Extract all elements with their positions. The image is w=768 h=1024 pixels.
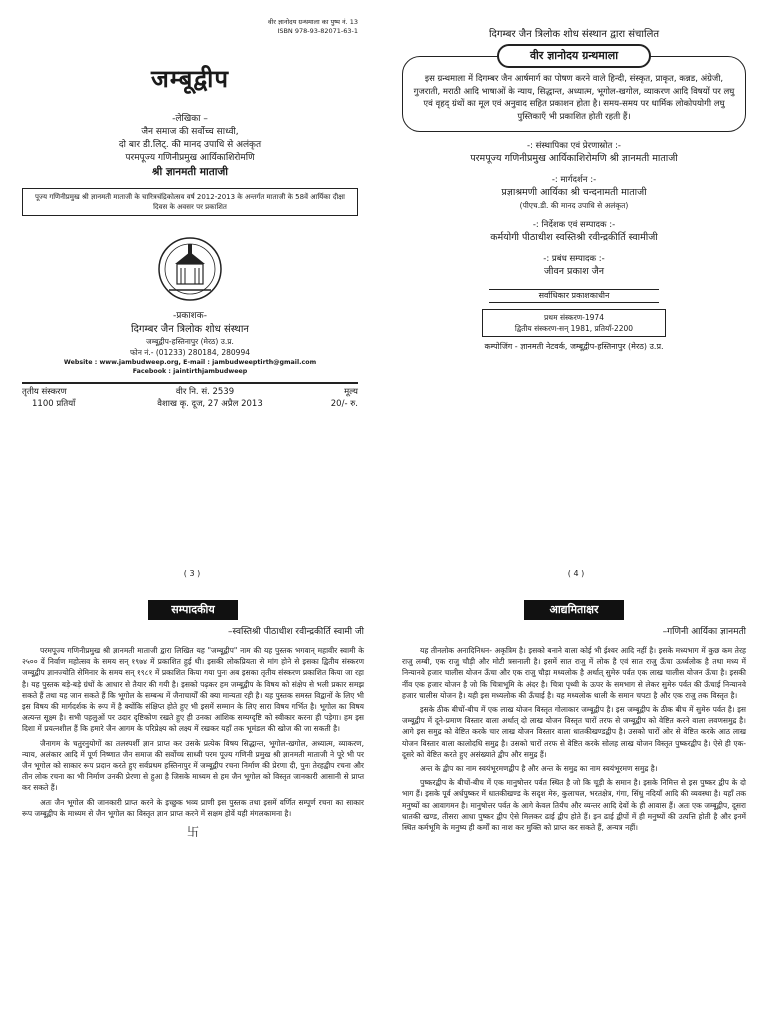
paragraph: परमपूज्य गणिनीप्रमुख श्री ज्ञानमती माताजी द्वारा लिखित यह "जम्बूद्वीप" नाम की यह पुस्तक भगवान् महावीर स्वामी के २५०० वें निर्वाण महोत्सव के समय सन् १९७४ में प्रकाशित हुई थी। इसकी लोकप्रियता से मांग होने से इसका द्वितीय संस्करण जम्बूद्वीप ज्ञानज्योति सेमिनार के समय सन् १९८१ में प्रकाशित किया गया पुनः अब इसका तृतीय संस्करण प्रकाशित किया जा रहा है। यह पुस्तक बड़े-बड़े ग्रंथों के आधार से तैयार की गयी है। इसको पढ़कर हम जम्बूद्वीप के विषय को संक्षेप से भली प्रकार समझ सकते हैं तथा यह जान सकते हैं कि भूगोल के सम्बन्ध में जैनाचार्यों की क्या मान्यता रही है। यह पुस्तक समस्त विद्वानों के लिए भी इस विषय की मार्गदर्शक के रूप में है क्योंकि संक्षिप्त होते हुए भी इसमें सम्मान के लिए सारा विषय गर्भित है। भूगोल का विषय अत्यन्त सूक्ष्म है। सभी पहलुओं पर उदार दृष्टिकोण रखते हुए ही उनका आंशिक सम्यग्दृष्टि को स्वीकार करना ही पड़ेगा। हम इस दिशा में प्रयत्नशील हैं कि हमारे जैन आगम के परिप्रेक्ष्य को लक्ष्य में रखकर यहाँ तक भूमंडल की खोज की जा सकती है। <box>22 646 364 734</box>
paragraph: जैनागम के चतुरनुयोगों का तलस्पर्शी ज्ञान प्राप्त कर उसके प्रत्येक विषय सिद्धान्त, भूगोल-खगोल, अध्यात्म, व्याकरण, न्याय, अलंकार आदि में पूर्ण निष्णात जैन समाज की सर्वोच्च साध्वी परम पूज्य गणिनी प्रमुख श्री ज्ञानमती माताजी ने पूरे भी पर जैन भूगोल को साकार रूप प्रदान करते हुए सर्वप्रथम हस्तिनापुर में जम्बूद्वीप रचना निर्माण की प्रेरणा दी, पुनः तेरहद्वीप रचना और तीन लोक रचना का भी निर्माण उनकी प्रेरणा से हुआ है जिसके माध्यम से हम जैन भूगोल को विस्तृत जानकारी आसानी से प्राप्त कर सकते हैं। <box>22 738 364 793</box>
manager: जीवन प्रकाश जैन <box>543 266 605 277</box>
publisher-label: -प्रकाशक- <box>173 311 207 321</box>
page-number: ( 3 ) <box>183 569 201 578</box>
first-edition: प्रथम संस्करण-1974 <box>544 313 604 322</box>
copies: 1100 प्रतियाँ <box>32 399 76 409</box>
publisher-info-page <box>384 0 768 588</box>
guide-subtitle: (पीएच.डी. की मानद उपाधि से अलंकृत) <box>519 201 629 210</box>
rights-notice: सर्वाधिकार प्रकाशकाधीन <box>489 289 659 303</box>
title-page <box>0 0 384 588</box>
series-title: वीर ज्ञानोदय ग्रन्थमाला <box>497 44 651 68</box>
director: कर्मयोगी पीठाधीश स्वस्तिश्री रवीन्द्रकीर्ति स्वामीजी <box>490 232 658 243</box>
author-label: -लेखिका – <box>172 114 208 124</box>
preface-page <box>384 588 768 1024</box>
edition-row <box>22 386 358 398</box>
director-label: -: निर्देशक एवं सम्पादक :- <box>532 220 616 230</box>
founder-label: -: संस्थापिका एवं प्रेरणास्रोत :- <box>527 141 621 151</box>
price: 20/- रु. <box>330 399 358 409</box>
institute-emblem-icon <box>155 234 225 304</box>
publish-date: वैशाख कृ. दूज, 27 अप्रैल 2013 <box>157 399 263 409</box>
manager-label: -: प्रबंध सम्पादक :- <box>543 254 605 264</box>
publisher-address: जम्बूद्वीप-हस्तिनापुर (मेरठ) उ.प्र. <box>146 337 234 346</box>
divider <box>22 382 358 384</box>
paragraph: यह तीनलोक अनादिनिधन- अकृत्रिम है। इसको बनाने वाला कोई भी ईश्वर आदि नहीं है। इसके मध्यभाग में कुछ कम तेरह राजु लम्बी, एक राजु चौड़ी और मोटी त्रसनाली है। इसमें सात राजु में लोक है एवं सात राजु ऊँचा ऊर्ध्वलोक है तथा मध्य में निन्यानवे हजार चालीस योजन ऊँचा और एक राजु चौड़ा मध्यलोक है अर्थात् सुमेरु पर्वत एक लाख चालीस योजन ऊँचा है। इसकी नींव एक हजार योजन है जो कि चित्राभूमि के अंदर है। चित्रा पृथ्वी के ऊपर के समभाग से लेकर सुमेरु पर्वत की ऊँचाई निन्यानवे हजार चालीस योजन है। यही इस मध्यलोक की ऊँचाई है। यह मध्यलोक थाली के समान चपटा है और एक राजु तक विस्तृत है। <box>402 646 746 700</box>
paragraph: पुष्करद्वीप के बीचों-बीच में एक मानुषोत्तर पर्वत स्थित है जो कि चूड़ी के समान है। इसके निमित्त से इस पुष्कर द्वीप के दो भाग हैं। इसके पूर्व अर्धपुष्कर में धातकीखण्ड के सदृश मेरु, कुलाचल, भरतक्षेत्र, गंगा, सिंधु नदियाँ आदि की व्यवस्था है। यहाँ तक मनुष्यों का आवागमन है। मानुषोत्तर पर्वत के आगे केवल तिर्यंच और व्यन्तर आदि देवों के ही आवास हैं। अतः एक जम्बूद्वीप, दूसरा धातकी खण्ड, तीसरा आधा पुष्कर द्वीप ऐसे मिलकर ढाई द्वीप होते हैं। इन ढाई द्वीपों में ही मनुष्यों की उत्पत्ति होती है और इनमें स्थित कर्मभूमि के मनुष्य ही कर्मों का नाश कर मुक्ति को प्राप्त कर सकते हैं, अन्यत्र नहीं। <box>402 778 746 833</box>
page-number: ( 4 ) <box>567 569 585 578</box>
price-label: मूल्य <box>344 387 358 397</box>
facebook: Facebook : jaintirthjambudweep <box>132 368 248 375</box>
editorial-page <box>0 588 384 1024</box>
composing-credit: कम्पोजिंग - ज्ञानमती नेटवर्क, जम्बूद्वीप-हस्तिनापुर (मेरठ) उ.प्र. <box>484 342 664 351</box>
occasion-box: पूज्य गणिनीप्रमुख श्री ज्ञानमती माताजी के चारित्रचंद्रिकोत्सव वर्ष 2012-2013 के अन्तर्गत माताजी के 58वें आर्यिका दीक्षा दिवस के अवसर पर प्रकाशित <box>22 188 358 216</box>
second-edition: द्वितीय संस्करण-सन् 1981, प्रतियाँ-2200 <box>514 324 634 333</box>
author-line-3: परमपूज्य गणिनीप्रमुख आर्यिकाशिरोमणि <box>125 153 255 163</box>
preface-heading: आद्यमिताक्षर <box>524 600 624 620</box>
editorial-heading: सम्पादकीय <box>148 600 238 620</box>
author-name: श्री ज्ञानमती माताजी <box>152 166 228 178</box>
copies-row <box>22 398 358 410</box>
isbn: ISBN 978-93-82071-63-1 <box>277 27 358 35</box>
author-line-1: जैन समाज की सर्वोच्च साध्वी, <box>141 127 239 137</box>
guide-label: -: मार्गदर्शन :- <box>551 175 597 185</box>
paragraph: अतः जैन भूगोल की जानकारी प्राप्त करने के इच्छुक भव्य प्राणी इस पुस्तक तथा इसमें वर्णित सम्पूर्ण रचना का साकार रूप जम्बूद्वीप के माध्यम से जैन भूगोल का विस्तृत ज्ञान प्राप्त करने में सक्षम होवें यही मंगलकामना है। <box>22 797 364 818</box>
series-number: वीर ज्ञानोदय ग्रन्थमाला का पुष्प नं. 13 <box>267 18 358 26</box>
book-title: जम्बूद्वीप <box>151 65 229 93</box>
editorial-body <box>22 645 364 819</box>
preface-author: –गणिनी आर्यिका ज्ञानमती <box>662 627 746 637</box>
vir-samvat: वीर नि. सं. 2539 <box>175 387 235 397</box>
edition-history <box>482 309 666 337</box>
publisher-name: दिगम्बर जैन त्रिलोक शोध संस्थान <box>131 324 249 335</box>
paragraph: इसके ठीक बीचों-बीच में एक लाख योजन विस्तृत गोलाकार जम्बूद्वीप है। इस जम्बूद्वीप के ठीक बीच में सुमेरु पर्वत है। इस जम्बूद्वीप में दूने-प्रमाण विस्तार वाला अर्थात् दो लाख योजन विस्तृत चारों तरफ से जम्बूद्वीप को वेष्टित करने वाला लवणसमुद्र है। आगे इस समुद्र को वेष्टित करके चार लाख योजन विस्तार वाला धातकीखण्डद्वीप है। उसको चारों ओर से वेष्टित करके आठ लाख योजन विस्तार वाला कालोदधि समुद्र है। उसको चारों तरफ से वेष्टित करके सोलह लाख योजन विस्तृत पुष्करद्वीप है। ऐसे ही एक-दूसरे को वेष्टित करते हुए असंख्याते द्वीप और समुद्र हैं। <box>402 705 746 759</box>
series-header: दिगम्बर जैन त्रिलोक शोध संस्थान द्वारा संचालित <box>488 29 660 40</box>
paragraph: अन्त के द्वीप का नाम स्वयंभूरमणद्वीप है और अन्त के समुद्र का नाम स्वयंभूरमण समुद्र है। <box>420 764 658 774</box>
phone: फोन नं.- (01233) 280184, 280994 <box>129 348 251 357</box>
website-email: Website : www.jambudweep.org, E-mail : jambudweeptirth@gmail.com <box>63 359 317 366</box>
preface-body <box>402 645 746 833</box>
swastika-ornament: 卐 <box>186 825 199 840</box>
guide: प्रज्ञाश्रमणी आर्यिका श्री चन्दनामती माताजी <box>501 187 647 198</box>
series-description: इस ग्रन्थमाला में दिगम्बर जैन आर्षमार्ग का पोषण करने वाले हिन्दी, संस्कृत, प्राकृत, कन्नड, अंग्रेजी, गुजराती, मराठी आदि भाषाओं के न्याय, सिद्धान्त, अध्यात्म, भूगोल-खगोल, व्याकरण आदि विषयों पर लघु एवं वृहद् ग्रंथों का मूल एवं अनुवाद सहित प्रकाशन होता है। समय-समय पर धार्मिक लोकोपयोगी लघु पुस्तिकाएँ भी प्रकाशित होती रहती हैं। <box>402 56 746 132</box>
founder: परमपूज्य गणिनीप्रमुख आर्यिकाशिरोमणि श्री ज्ञानमती माताजी <box>470 153 678 164</box>
editorial-author: –स्वस्तिश्री पीठाधीश रवीन्द्रकीर्ति स्वामी जी <box>228 627 364 637</box>
author-line-2: दो बार डी.लिट्. की मानद उपाधि से अलंकृत <box>118 140 262 150</box>
edition: तृतीय संस्करण <box>22 387 67 397</box>
